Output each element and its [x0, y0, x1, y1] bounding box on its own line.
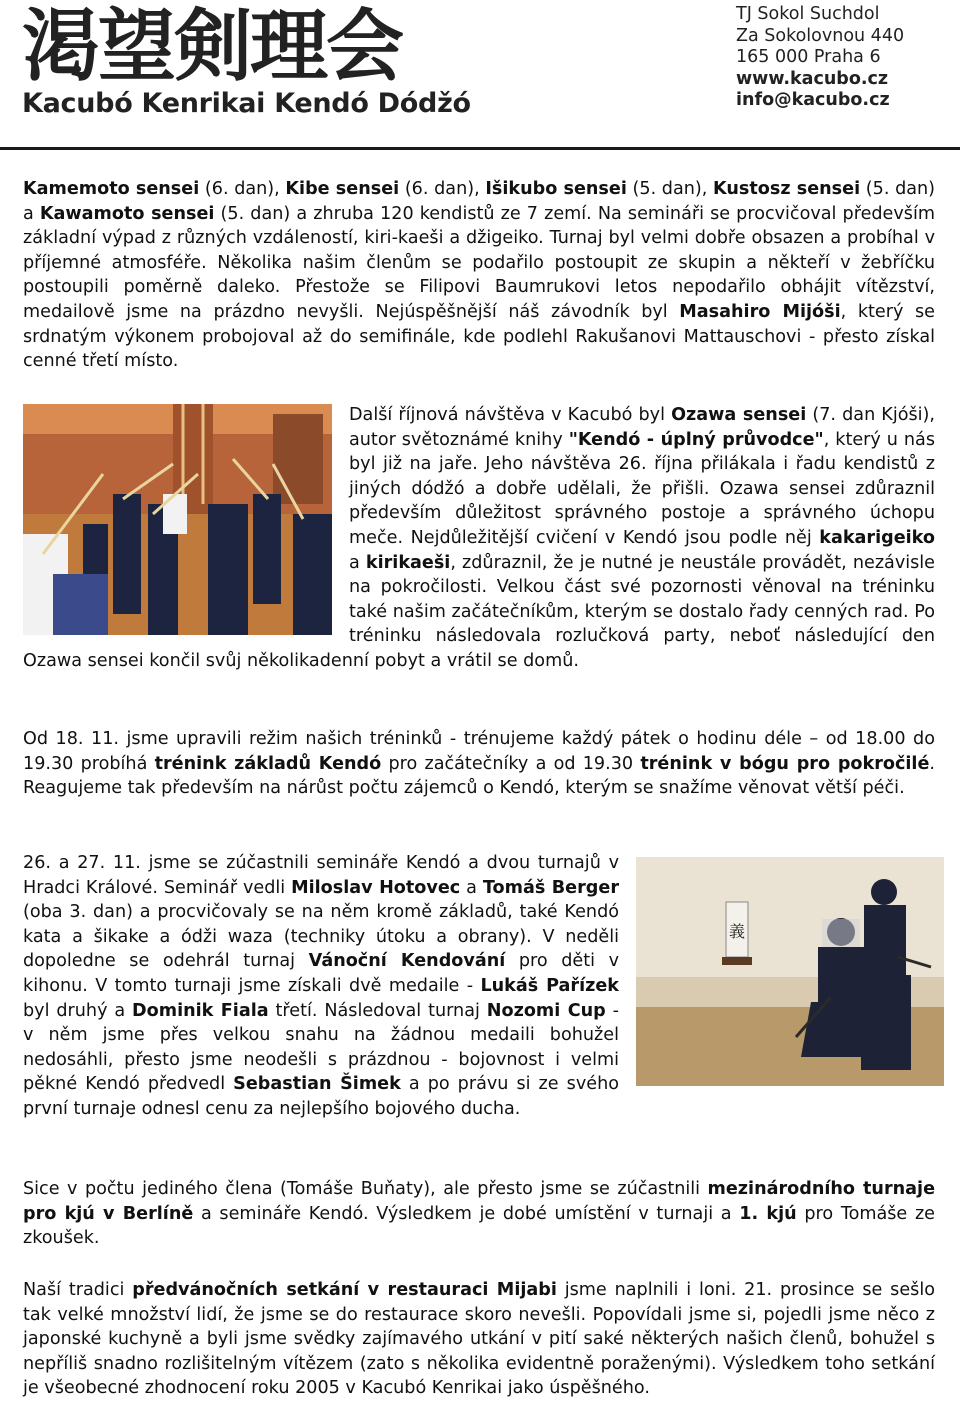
letterhead: [0, 0, 960, 150]
paragraph-berlin-tournament: Sice v počtu jediného člena (Tomáše Buňaty), ale přesto jsme se zúčastnili mezinárodního turnaje pro kjú v Berlíně a semináře Kendó. Výsledkem je dobé umístění v turnaji a 1. kjú pro Tomáše ze zkoušek.: [23, 1179, 936, 1249]
paragraph-christmas-meeting: Naší tradici předvánočních setkání v restauraci Mijabi jsme naplnili i loni. 21. prosince se sešlo tak velké množství lidí, že jsme se do restaurace skoro nevešli. Popovídali jsme si, pojedli jsme něco z japonské kuchyně a byli jsme svědky zajímavého utkání v pití saké některých našich členů, bohužel s nepříliš snadno rozlišitelným vítězem (zato s několika evidentně poraženými). Výsledkem toho setkání je všeobecné zhodnocení roku 2005 v Kacubó Kenrikai jako úspěšného.: [23, 1280, 935, 1399]
paragraph-ozawa-visit: Další říjnová návštěva v Kacubó byl Ozawa sensei (7. dan Kjóši), autor světoznámé knihy "Kendó - úplný průvodce", který u nás byl již na jaře. Jeho návštěva 26. října přilákala i řadu kendistů z jiných dódžó a dobře udělali, že přišli. Ozawa sensei zdůraznil především důležitost správného postoje a správného úchopu meče. Nejdůležitější cvičení v Kendó jsou podle něj kakarigeiko a kirikaeši, zdůraznil, že je nutné je neustále provádět, nezávisle na pokročilosti. Velkou část své pozornosti věnoval na tréninku také našim začátečníkům, kterým se dostalo řady cenných rad. Po tréninku následovala rozlučková party, neboť následující den Ozawa sensei končil svůj několikadenní pobyt a vrátil se domů.: [23, 405, 936, 671]
paragraph-seminar-results: Kamemoto sensei (6. dan), Kibe sensei (6. dan), Išikubo sensei (5. dan), Kustosz sensei (5. dan) a Kawamoto sensei (5. dan) a zhruba 120 kendistů ze 7 zemí. Na semináři se procvičoval především základní výpad z různých vzdáleností, kiri-kaeši a džigeiko. Turnaj byl velmi dobře obsazen a probíhal v příjemné atmosféře. Několika našim členům se podařilo postoupit ze skupin a někteří v žebříčku postoupili poměrně daleko. Přestože se Filipovi Baumrukovi letos nepodařilo obhájit vítězství, medailově jsme na prázdno nevyšli. Nejúspěšnější náš závodník byl Masahiro Mijóši, který se srdnatým výkonem probojoval až do semifinále, kde podlehl Rakušanovi Mattauschovi - přesto získal cenné třetí místo.: [23, 179, 936, 372]
contact-line-city: 165 000 Praha 6: [736, 47, 881, 67]
contact-line-street: Za Sokolovnou 440: [736, 25, 905, 46]
contact-block: [736, 4, 936, 112]
contact-website-link[interactable]: www.kacubo.cz: [736, 68, 889, 89]
header-divider: [0, 147, 960, 150]
paragraph-training-schedule: Od 18. 11. jsme upravili režim našich tréninků - trénujeme každý pátek o hodinu déle – od 18.00 do 19.30 probíhá trénink základů Kendó pro začátečníky a od 19.30 trénink v bógu pro pokročilé. Reagujeme tak především na nárůst počtu zájemců o Kendó, kterým se snažíme věnovat větší péči.: [23, 729, 935, 799]
svg-text:義: 義: [729, 922, 746, 941]
paragraph-hradec-tournaments: 26. a 27. 11. jsme se zúčastnili semináře Kendó a dvou turnajů v Hradci Králové. Seminář vedli Miloslav Hotovec a Tomáš Berger (oba 3. dan) a procvičovaly se na něm kromě základů, také Kendó kata a šikake a ódži waza (techniky útoku a obrany). V neděli dopoledne se odehrál turnaj Vánoční Kendování pro děti v kihonu. V tomto turnaji jsme získali dvě medaile - Lukáš Pařízek byl druhý a Dominik Fiala třetí. Následoval turnaj Nozomi Cup - v něm jsme přes velkou snahu na žádnou medaili bohužel nedosáhli, přesto jsme neodešli s prázdnou - bojovnost i velmi pěkné Kendó předvedl Sebastian Šimek a po právu si ze svého první turnaje odnesl cenu za nejlepšího bojového ducha.: [23, 853, 620, 1119]
contact-email-link[interactable]: info@kacubo.cz: [736, 90, 890, 110]
club-logo-kanji: 渇望剣理会: [22, 2, 403, 92]
contact-line-organization: TJ Sokol Suchdol: [736, 4, 880, 24]
club-name: Kacubó Kenrikai Kendó Dódžó: [22, 88, 471, 119]
